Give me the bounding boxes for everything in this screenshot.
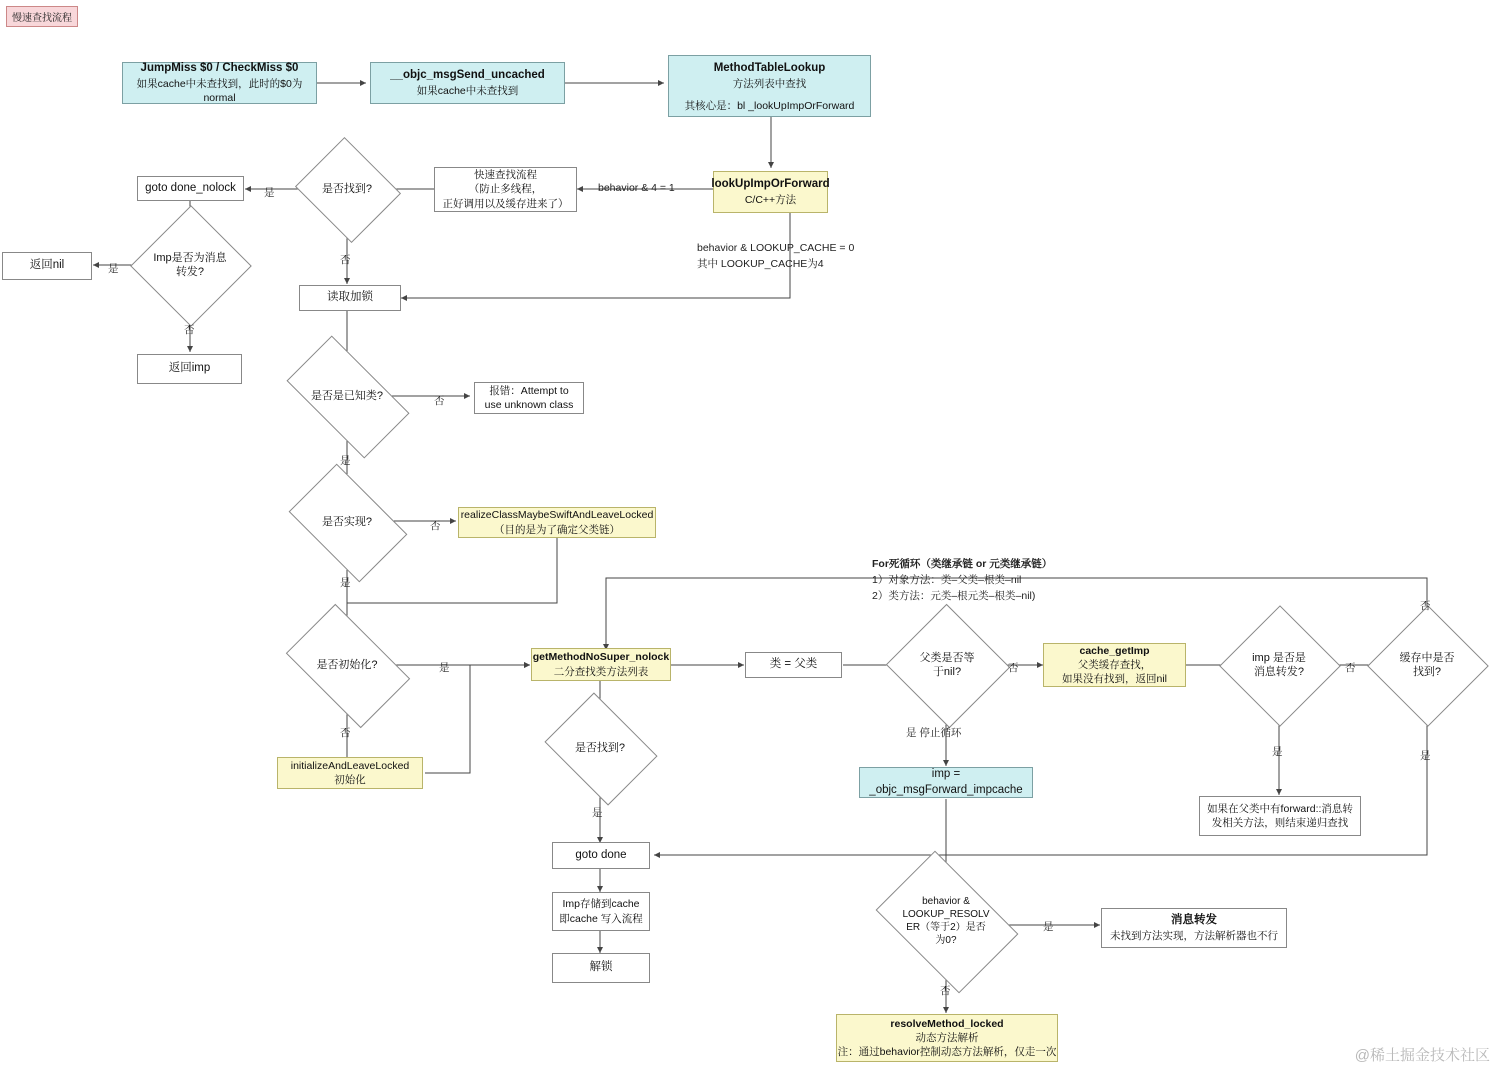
decision-imp-is-forward — [1237, 623, 1321, 707]
label-no-resolver: 否 — [940, 985, 951, 997]
mtl-title: MethodTableLookup — [713, 62, 826, 74]
imp-is-forward-l2: 消息转发? — [1253, 666, 1305, 678]
getmethod-sub: 二分查找类方法列表 — [553, 665, 649, 678]
decision-found-1 — [308, 155, 386, 223]
node-msg-forward-impcache — [859, 767, 1033, 798]
note-for-loop — [872, 557, 1052, 604]
decision-known-class — [293, 365, 401, 427]
super-nil-l2: 于nil? — [932, 666, 962, 678]
return-nil-label: 返回nil — [29, 259, 65, 272]
note-lookup-cache-l1: behavior & LOOKUP_CACHE = 0 — [697, 242, 855, 254]
lookup-title: lookUpImpOrForward — [711, 178, 830, 191]
label-yes-found2: 是 — [592, 807, 603, 819]
uncached-sub: 如果cache中未查找到 — [416, 84, 519, 97]
forloop-l2: 1）对象方法：类–父类–根类–nil — [872, 573, 1022, 586]
store-cache-l1: Imp存储到cache — [562, 898, 640, 911]
label-yes-realized: 是 — [340, 577, 351, 589]
watermark: @稀土掘金技术社区 — [1354, 1047, 1490, 1064]
cache-getimp-title: cache_getImp — [1079, 644, 1150, 657]
behavior-l3: ER（等于2）是否 — [906, 922, 986, 933]
decision-super-nil — [903, 623, 991, 707]
forloop-l1: For死循环（类继承链 or 元类继承链） — [872, 558, 1053, 570]
getmethod-title: getMethodNoSuper_nolock — [532, 651, 670, 664]
cache-found-l1: 缓存中是否 — [1399, 651, 1455, 664]
diagram-tag: 慢速查找流程 — [6, 6, 78, 27]
msg-forward-title: 消息转发 — [1171, 914, 1217, 927]
mtl-sub: 方法列表中查找 — [732, 77, 807, 90]
node-get-method-no-super — [531, 648, 671, 681]
cache-found-l2: 找到? — [1412, 666, 1442, 678]
node-lookupimporforward — [713, 171, 828, 213]
decision-known-class-label: 是否是已知类? — [310, 389, 384, 402]
lookup-sub: C/C++方法 — [744, 193, 797, 206]
node-msgsend-uncached — [370, 62, 565, 104]
superclass-label: 类 = 父类 — [769, 658, 818, 671]
jumpmiss-title: JumpMiss $0 / CheckMiss $0 — [140, 62, 299, 75]
node-initialize-class — [277, 757, 423, 789]
node-goto-done — [552, 842, 650, 869]
label-yes-resolver: 是 — [1043, 921, 1054, 933]
decision-found-2 — [556, 714, 644, 782]
msg-forward-sub: 未找到方法实现，方法解析器也不行 — [1110, 929, 1278, 942]
note-lookup-cache — [697, 241, 854, 273]
resolve-sub: 动态方法解析 — [915, 1031, 979, 1044]
jumpmiss-sub: 如果cache中未查找到，此时的$0为normal — [136, 77, 303, 104]
behavior-l1: behavior & — [922, 896, 970, 907]
imp-forward-l1: Imp是否为消息 — [153, 251, 227, 264]
decision-found-1-label: 是否找到? — [321, 182, 373, 195]
node-superclass-assign — [745, 652, 842, 678]
decision-imp-forward — [148, 223, 232, 307]
label-yes-supernil: 是 停止循环 — [906, 727, 962, 739]
label-no-inited: 否 — [340, 727, 351, 739]
init-sub: 初始化 — [334, 774, 366, 786]
store-cache-l2: 即cache 写入流程 — [559, 912, 643, 925]
node-method-table-lookup — [668, 55, 871, 117]
realize-sub: （目的是为了确定父类链） — [494, 523, 620, 536]
label-yes-1: 是 — [264, 187, 275, 199]
behavior-l4: 为0? — [935, 935, 957, 946]
label-yes-known: 是 — [340, 455, 351, 467]
msgforward-label: imp = _objc_msgForward_impcache — [869, 767, 1023, 796]
node-resolve-method-locked — [836, 1014, 1058, 1062]
fast-l1: 快速查找流程 — [474, 169, 537, 182]
node-return-nil — [2, 252, 92, 280]
decision-initialized-label: 是否初始化? — [316, 658, 378, 671]
uncached-title: __objc_msgSend_uncached — [390, 69, 545, 82]
node-store-cache — [552, 892, 650, 931]
node-fast-lookup — [434, 167, 577, 212]
forloop-l3: 2）类方法：元类–根元类–根类–nil) — [872, 589, 1036, 602]
decision-behavior-resolver — [888, 880, 1004, 962]
forward-note-l2: 发相关方法，则结束递归查找 — [1211, 817, 1349, 829]
node-forward-note — [1199, 796, 1361, 836]
mtl-sub2: 其核心是：bl _lookUpImpOrForward — [684, 99, 855, 112]
label-yes-cachefound: 是 — [1420, 750, 1431, 762]
decision-found-2-label: 是否找到? — [574, 741, 626, 754]
decision-imp-is-forward-label — [1237, 623, 1321, 707]
node-return-imp — [137, 354, 242, 384]
unlock-label: 解锁 — [589, 961, 613, 974]
err-l2: use unknown class — [484, 399, 574, 411]
imp-is-forward-l1: imp 是否是 — [1252, 651, 1306, 664]
label-no-impfwd2: 否 — [1345, 662, 1356, 674]
imp-forward-l2: 转发? — [175, 266, 205, 278]
cache-getimp-sub: 父类缓存查找， — [1077, 658, 1152, 671]
decision-initialized — [295, 631, 399, 699]
decision-realized — [298, 489, 396, 555]
node-realize-class — [458, 507, 656, 538]
node-cache-getimp — [1043, 643, 1186, 687]
label-yes-impfwd2: 是 — [1272, 746, 1283, 758]
decision-cache-found-label — [1385, 623, 1469, 707]
forward-note-l1: 如果在父类中有forward::消息转 — [1207, 802, 1353, 815]
init-title: initializeAndLeaveLocked — [290, 759, 410, 772]
realize-title: realizeClassMaybeSwiftAndLeaveLocked — [460, 509, 654, 522]
read-lock-label: 读取加锁 — [327, 291, 373, 304]
label-no-impfwd: 否 — [184, 324, 195, 336]
node-jumpmiss — [122, 62, 317, 104]
label-no-cachefound: 否 — [1420, 600, 1431, 612]
decision-cache-found — [1385, 623, 1469, 707]
resolve-sub2: 注：通过behavior控制动态方法解析，仅走一次 — [837, 1046, 1057, 1059]
label-yes-impfwd: 是 — [108, 263, 119, 275]
node-error-unknown-class — [474, 382, 584, 414]
fast-l2: （防止多线程， — [468, 183, 543, 196]
node-unlock — [552, 953, 650, 983]
label-no-1: 否 — [340, 254, 351, 266]
decision-super-nil-label — [903, 623, 991, 707]
decision-behavior-resolver-label — [888, 880, 1004, 962]
node-goto-done-nolock — [137, 176, 244, 201]
goto-done-nolock-label: goto done_nolock — [145, 181, 236, 194]
label-behavior-4: behavior & 4 = 1 — [598, 182, 675, 194]
goto-done-label: goto done — [575, 848, 627, 861]
label-no-realized: 否 — [430, 520, 441, 532]
node-message-forward — [1101, 908, 1287, 948]
super-nil-l1: 父类是否等 — [919, 651, 975, 664]
behavior-l2: LOOKUP_RESOLV — [902, 909, 990, 920]
label-no-known: 否 — [434, 395, 445, 407]
resolve-title: resolveMethod_locked — [890, 1017, 1004, 1030]
note-lookup-cache-l2: 其中 LOOKUP_CACHE为4 — [697, 257, 824, 270]
label-yes-inited: 是 — [439, 662, 450, 674]
decision-realized-label: 是否实现? — [321, 515, 373, 528]
decision-imp-forward-label — [148, 223, 232, 307]
label-no-supernil: 否 — [1008, 662, 1019, 674]
return-imp-label: 返回imp — [168, 362, 211, 375]
node-read-lock — [299, 285, 401, 311]
cache-getimp-sub2: 如果没有找到，返回nil — [1061, 673, 1167, 686]
err-l1: 报错：Attempt to — [489, 384, 569, 397]
fast-l3: 正好调用以及缓存进来了） — [442, 197, 569, 210]
